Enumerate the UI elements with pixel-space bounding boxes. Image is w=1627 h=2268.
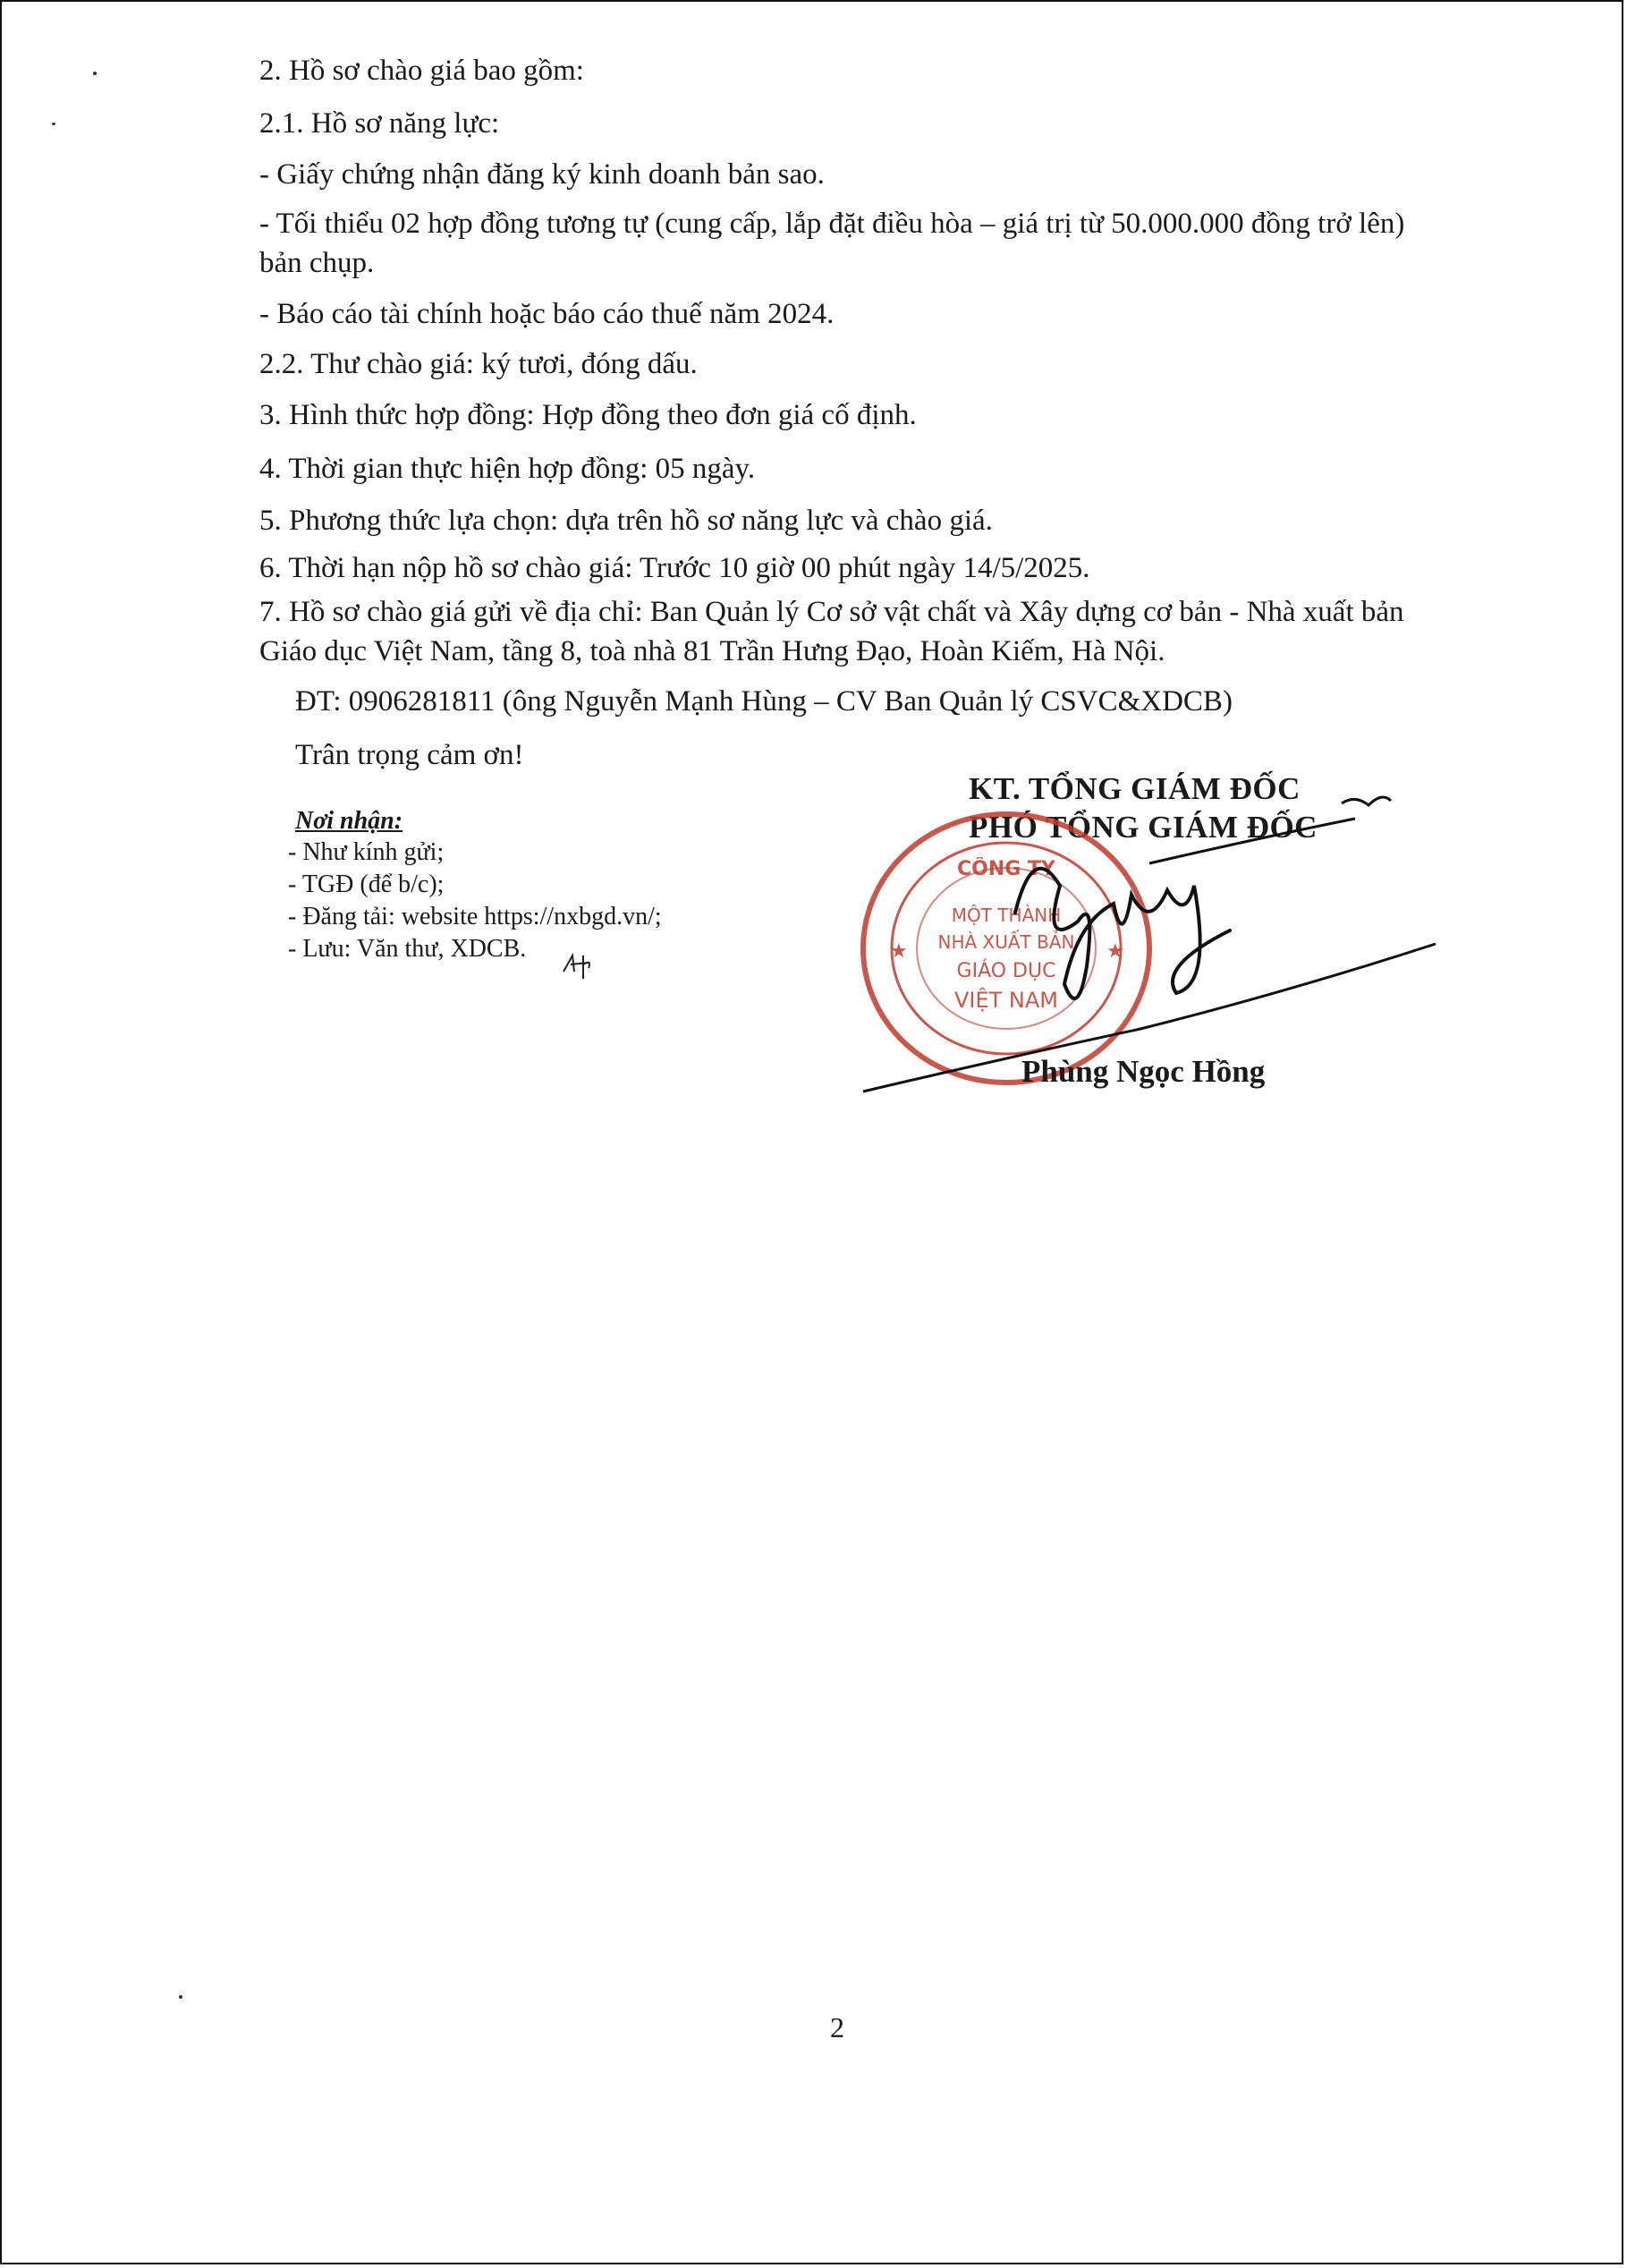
- initials-mark: [562, 947, 597, 982]
- requirement-similar-contracts: - Tối thiểu 02 hợp đồng tương tự (cung cấp, lắp đặt điều hòa – giá trị từ 50.000.000 đồng trở lên) bản chụp.: [259, 208, 1405, 279]
- seal-line: CÔNG TY: [957, 858, 1055, 880]
- recipient-item: - Đăng tải: website https://nxbgd.vn/;: [288, 903, 662, 930]
- section-5-selection-method: 5. Phương thức lựa chọn: dựa trên hồ sơ năng lực và chào giá.: [259, 505, 993, 537]
- section-2-heading: 2. Hồ sơ chào giá bao gồm:: [259, 55, 584, 87]
- section-3-contract-type: 3. Hình thức hợp đồng: Hợp đồng theo đơn giá cố định.: [259, 399, 917, 431]
- recipients-title: Nơi nhận:: [295, 807, 403, 835]
- page-number: 2: [830, 2011, 844, 2043]
- section-7-address: 7. Hồ sơ chào giá gửi về địa chỉ: Ban Quản lý Cơ sở vật chất và Xây dựng cơ bản - Nhà xuất bản Giáo dục Việt Nam, tầng 8, toà nhà 81 Trần Hưng Đạo, Hoàn Kiếm, Hà Nội.: [259, 596, 1404, 667]
- contact-phone: ĐT: 0906281811 (ông Nguyễn Mạnh Hùng – CV Ban Quản lý CSVC&XDCB): [295, 685, 1233, 718]
- section-2-1-heading: 2.1. Hồ sơ năng lực:: [259, 107, 500, 140]
- closing-thanks: Trân trọng cảm ơn!: [295, 739, 524, 771]
- signature-title-line1: KT. TỔNG GIÁM ĐỐC: [969, 771, 1301, 806]
- signature-title-line2: PHÓ TỔNG GIÁM ĐỐC: [969, 810, 1318, 845]
- section-4-duration: 4. Thời gian thực hiện hợp đồng: 05 ngày.: [259, 453, 756, 485]
- seal-line: MỘT THÀNH: [951, 905, 1062, 926]
- requirement-financial-report: - Báo cáo tài chính hoặc báo cáo thuế năm 2024.: [259, 298, 835, 330]
- section-2-2-quote-letter: 2.2. Thư chào giá: ký tươi, đóng dấu.: [259, 348, 698, 380]
- requirement-business-license: - Giấy chứng nhận đăng ký kinh doanh bản sao.: [259, 158, 825, 191]
- seal-line: VIỆT NAM: [953, 988, 1059, 1013]
- recipient-item: - TGĐ (để b/c);: [288, 871, 445, 898]
- section-6-deadline: 6. Thời hạn nộp hồ sơ chào giá: Trước 10 giờ 00 phút ngày 14/5/2025.: [259, 552, 1090, 584]
- recipient-item: - Như kính gửi;: [288, 838, 445, 866]
- seal-line: GIÁO DỤC: [956, 960, 1056, 982]
- signer-name: Phùng Ngọc Hồng: [1021, 1054, 1266, 1089]
- scan-speck: [52, 123, 55, 125]
- seal-line: NHÀ XUẤT BẢN: [937, 931, 1075, 953]
- scan-speck: [93, 72, 97, 75]
- seal-star-icon: ★: [1106, 940, 1124, 963]
- seal-star-icon: ★: [890, 940, 908, 963]
- recipient-item: - Lưu: Văn thư, XDCB.: [288, 935, 527, 963]
- scan-speck: [179, 1995, 182, 1999]
- recipients-list: [288, 837, 662, 965]
